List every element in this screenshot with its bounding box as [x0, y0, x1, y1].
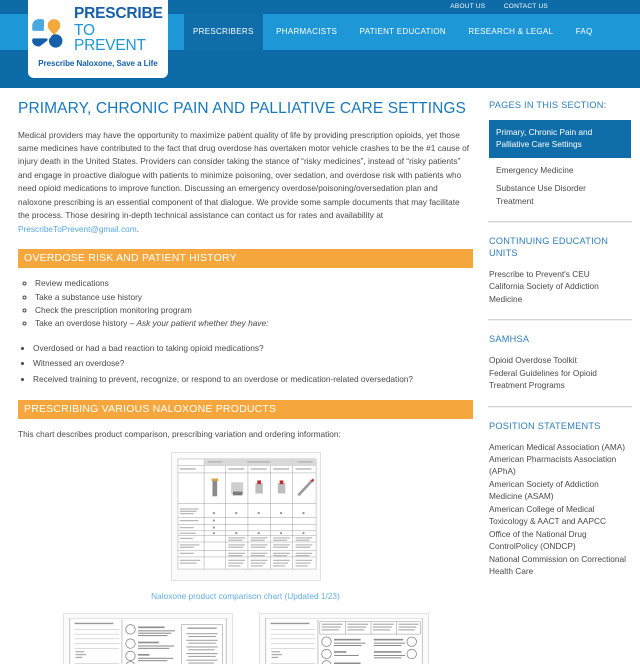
chart-caption-link[interactable]: Naloxone product comparison chart (Updated 1/23)	[151, 590, 340, 601]
list-item: • Received training to prevent, recognize, or respond to an overdose or medication-related oversedation?	[33, 373, 473, 386]
nav-item-patient-education[interactable]: PATIENT EDUCATION	[359, 27, 446, 36]
right-sidebar	[488, 100, 632, 577]
sidebar-divider-2	[488, 319, 632, 321]
nav-item-research-legal[interactable]: RESEARCH & LEGAL	[468, 27, 554, 36]
sidebar-link-apha[interactable]: American Pharmacists Association (APhA)	[489, 454, 617, 477]
list-item-emphasis: Ask your patient whether they have:	[136, 318, 269, 329]
logo-text-line2: TO PREVENT	[74, 21, 146, 55]
logo-tagline: Prescribe Naloxone, Save a Life	[38, 59, 158, 68]
nav-item-prescribers[interactable]: PRESCRIBERS	[184, 14, 263, 50]
nav-item-faq[interactable]: FAQ	[575, 27, 593, 36]
nav-item-pharmacists[interactable]: PHARMACISTS	[276, 27, 338, 36]
sidebar-link-casam[interactable]: California Society of Addiction Medicine	[489, 281, 599, 304]
sidebar-section-ceu	[488, 236, 632, 305]
sample-document-thumbnail-1[interactable]	[63, 613, 233, 664]
list-item: • Witnessed an overdose?	[33, 357, 473, 370]
sidebar-divider-3	[488, 406, 632, 408]
intro-paragraph	[18, 129, 473, 237]
intro-text-end: .	[136, 223, 139, 234]
naloxone-overdose-prevention-doc-image-2	[264, 618, 424, 664]
page-title: PRIMARY, CHRONIC PAIN AND PALLIATIVE CARE SETTINGS	[18, 100, 466, 117]
list-item-text: Take an overdose history –	[35, 318, 137, 329]
chart-figure	[18, 452, 473, 601]
sidebar-heading-position-statements: POSITION STATEMENTS	[489, 420, 601, 431]
list-item	[35, 317, 473, 330]
sidebar-item-primary-chronic-pain[interactable]: Primary, Chronic Pain and Palliative Care Settings	[489, 120, 631, 158]
sample-documents-row	[18, 613, 473, 664]
overdose-history-questions	[18, 342, 473, 386]
sidebar-divider-1	[488, 221, 632, 223]
intro-text: Medical providers may have the opportunity to maximize patient quality of life by providing prescription opioids, yet those same medicines have contributed to the fact that drug overdose has overtaken motor vehicle crashes to be the #1 cause of injury death in the United States. Providers can consider taking the stance of “risky medicines”, instead of “risky patients” and engage in proactive dialogue with patients to minimize poisoning, over sedation, and overdose risk with patients who need opioid medications to improve function. Discussing an emergency overdose/poisoning/oversedation plan and naloxone prescribing is an essential component of that dialogue. We provide some sample documents that may facilitate the process. Those desiring in-depth technical assistance can contact us for rates and availability at	[18, 129, 470, 221]
site-header	[0, 0, 640, 88]
sidebar-section-position-statements	[488, 421, 632, 578]
sidebar-link-ondcp[interactable]: Office of the National Drug ControlPolicy (ONDCP)	[489, 528, 587, 552]
prescribe-to-prevent-logo-icon	[28, 9, 70, 51]
section-heading-overdose-risk: OVERDOSE RISK AND PATIENT HISTORY	[18, 249, 473, 268]
list-item: • Overdosed or had a bad reaction to taking opioid medications?	[33, 342, 473, 355]
list-item: ◦ Review medications	[35, 277, 473, 290]
sample-document-thumbnail-2[interactable]	[259, 613, 429, 664]
primary-nav	[184, 14, 602, 50]
sidebar-section-pages	[488, 100, 632, 207]
main-content	[18, 100, 473, 664]
sidebar-link-ama[interactable]: American Medical Association (AMA)	[489, 441, 626, 452]
logo-text-line1: PRESCRIBE	[74, 5, 163, 23]
utility-nav-contact-us[interactable]: CONTACT US	[503, 3, 548, 10]
comparison-table-image	[177, 458, 317, 570]
contact-email-link[interactable]: PrescribeToPrevent@gmail.com	[18, 223, 137, 234]
utility-nav-about-us[interactable]: ABOUT US	[450, 3, 486, 10]
list-item: ◦ Take a substance use history	[35, 291, 473, 304]
sidebar-link-federal-guidelines[interactable]: Federal Guidelines for Opioid Treatment Programs	[489, 367, 597, 391]
naloxone-overdose-prevention-doc-image-1	[68, 618, 228, 664]
sidebar-heading-samhsa: SAMHSA	[489, 334, 530, 345]
section-heading-prescribing-products: PRESCRIBING VARIOUS NALOXONE PRODUCTS	[18, 400, 473, 419]
sidebar-item-emergency-medicine[interactable]: Emergency Medicine	[496, 164, 574, 175]
sidebar-link-nccho[interactable]: National Commission on Correctional Health Care	[489, 553, 626, 576]
sidebar-link-opioid-overdose-toolkit[interactable]: Opioid Overdose Toolkit	[489, 355, 577, 366]
sidebar-heading-pages: PAGES IN THIS SECTION:	[489, 100, 607, 110]
sidebar-item-substance-use-disorder[interactable]: Substance Use Disorder Treatment	[496, 183, 586, 206]
sidebar-link-asam[interactable]: American Society of Addiction Medicine (ASAM)	[489, 478, 599, 502]
sidebar-heading-ceu: CONTINUING EDUCATION UNITS	[489, 236, 609, 259]
sidebar-link-acmt[interactable]: American College of Medical Toxicology & AACT and AAPCC	[489, 503, 606, 527]
sidebar-link-ptp-ceu[interactable]: Prescribe to Prevent's CEU	[489, 269, 590, 280]
naloxone-comparison-chart-thumbnail[interactable]	[171, 452, 321, 581]
sidebar-section-samhsa	[488, 334, 632, 391]
list-item: ◦ Check the prescription monitoring program	[35, 304, 473, 317]
page-body	[0, 88, 640, 664]
overdose-risk-list	[18, 277, 473, 331]
chart-lead-text: This chart describes product comparison, prescribing variation and ordering information:	[18, 429, 341, 440]
site-logo[interactable]	[28, 0, 168, 78]
